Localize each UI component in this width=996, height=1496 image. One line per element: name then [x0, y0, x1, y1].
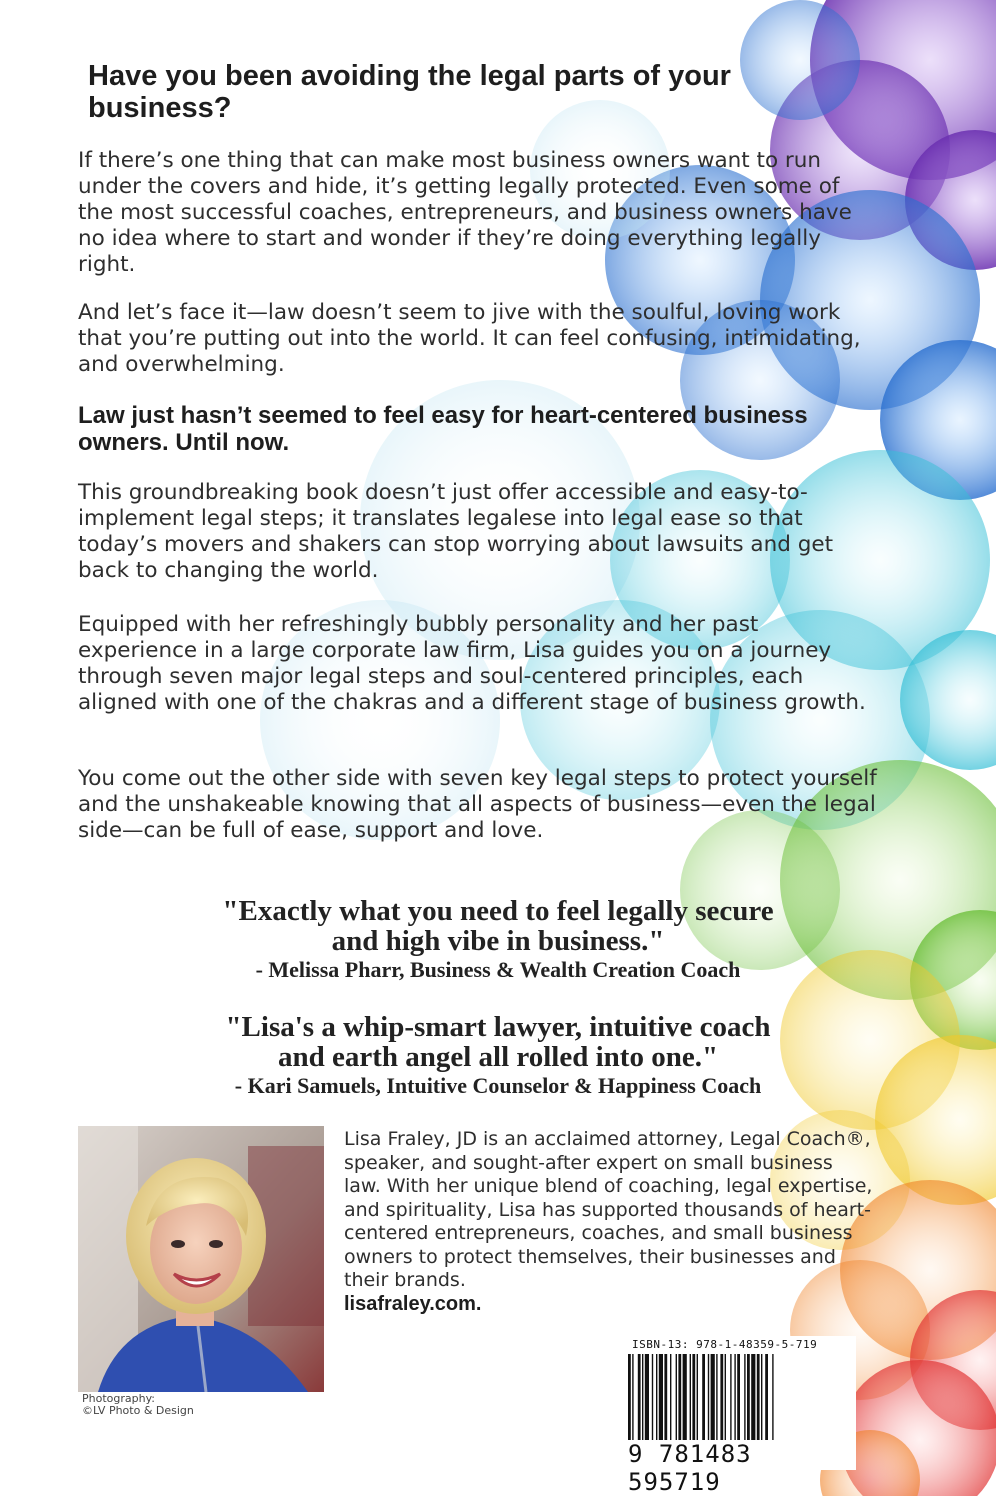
author-journey-paragraph: Equipped with her refreshingly bubbly personality and her past experience in a large corporate law firm, Lisa guides you on a journey through seven major legal steps and soul-centered principles, each aligned with one of the chakras and a different stage of business growth. [78, 612, 866, 715]
testimonial-1-line1: "Exactly what you need to feel legally secure [222, 895, 774, 927]
testimonial-1-line2: and high vibe in business." [331, 925, 665, 957]
author-bio-text: Lisa Fraley, JD is an acclaimed attorney, Legal Coach®, speaker, and sought-after expert on small business law. With her unique blend of coaching, legal expertise, and spirituality, Lisa has supported thousands of heart-centered entrepreneurs, coaches, and small business owners to protect themselves, their businesses and their brands. [344, 1128, 873, 1291]
author-website-link[interactable]: lisafraley.com. [344, 1292, 482, 1315]
bold-callout: Law just hasn’t seemed to feel easy for heart-centered business owners. Until now. [78, 402, 808, 456]
photo-credit [82, 1393, 282, 1417]
testimonial-2 [0, 1012, 996, 1100]
headline: Have you been avoiding the legal parts of your business? [88, 60, 731, 124]
testimonial-2-line1: "Lisa's a whip-smart lawyer, intuitive coach [225, 1011, 771, 1043]
author-bio [344, 1128, 874, 1316]
isbn-label: ISBN-13: 978-1-48359-5-719 [632, 1338, 818, 1351]
testimonial-1-attribution: - Melissa Pharr, Business & Wealth Creation Coach [255, 957, 741, 982]
barcode-digits: 9 781483 595719 [628, 1440, 752, 1496]
book-description: This groundbreaking book doesn’t just offer accessible and easy-to-implement legal steps; it translates legalese into legal ease so that today’s movers and shakers can stop worrying about lawsuits and get back to changing the world. [78, 480, 834, 583]
closing-paragraph: You come out the other side with seven key legal steps to protect yourself and the unshakeable knowing that all aspects of business—even the legal side—can be full of ease, support and love. [78, 766, 877, 843]
second-paragraph: And let’s face it—law doesn’t seem to jive with the soulful, loving work that you’re putting out into the world. It can feel confusing, intimidating, and overwhelming. [78, 300, 861, 377]
author-photo [78, 1126, 324, 1392]
photo-credit-line1: Photography: [82, 1392, 155, 1405]
barcode-bars [628, 1354, 852, 1440]
intro-paragraph: If there’s one thing that can make most business owners want to run under the covers and hide, it’s getting legally protected. Even some of the most successful coaches, entrepreneurs, and business owners have no idea where to start and wonder if they’re doing everything legally right. [78, 148, 852, 277]
testimonial-1 [0, 896, 996, 984]
testimonial-2-attribution: - Kari Samuels, Intuitive Counselor & Happiness Coach [234, 1073, 762, 1098]
photo-credit-line2: ©LV Photo & Design [82, 1404, 194, 1417]
testimonial-2-line2: and earth angel all rolled into one." [277, 1041, 719, 1073]
